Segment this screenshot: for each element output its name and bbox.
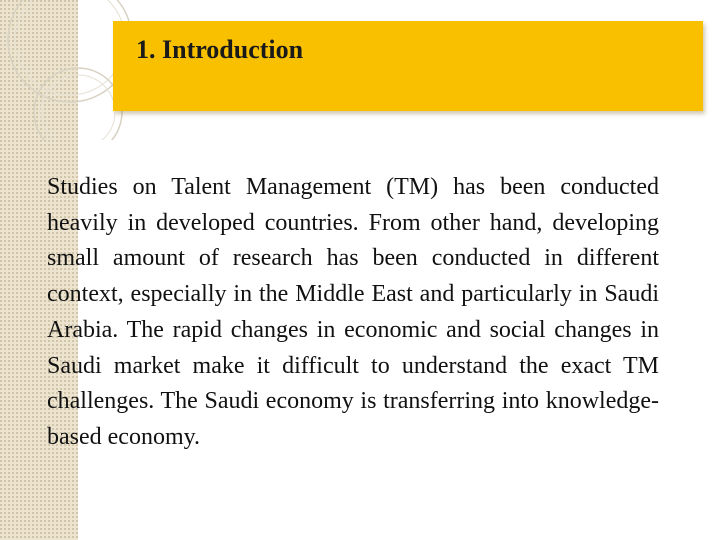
slide-title: 1. Introduction — [136, 35, 304, 64]
body-paragraph: Studies on Talent Management (TM) has been conducted heavily in developed countries. From other hand, developing small amount of research has been conducted in different context, especially in the Middle East and particularly in Saudi Arabia. The rapid changes in economic and social changes in Saudi market make it difficult to understand the exact TM challenges. The Saudi economy is transferring into knowledge-based economy. — [47, 174, 659, 450]
title-banner — [113, 21, 703, 111]
